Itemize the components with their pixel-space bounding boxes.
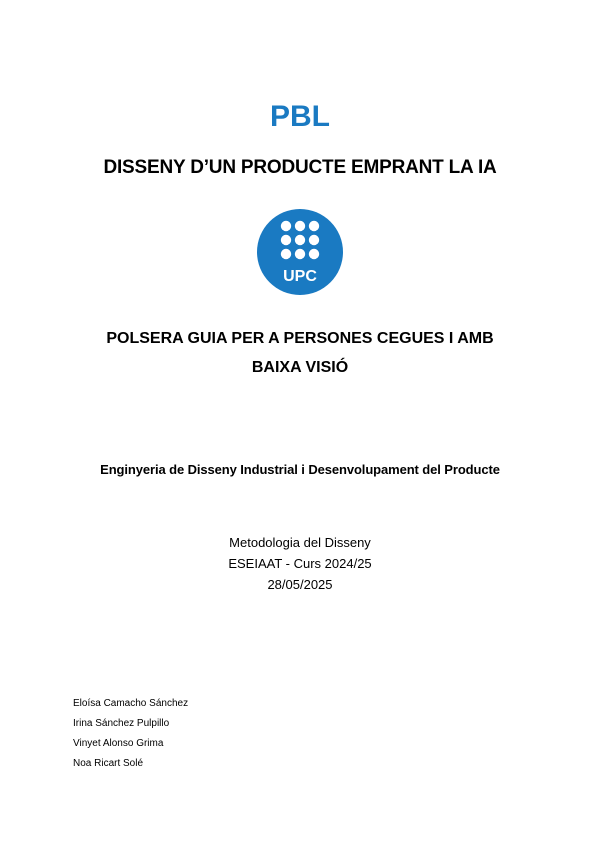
submission-date: 28/05/2025 bbox=[267, 577, 333, 592]
subject-name: Metodologia del Disseny bbox=[229, 535, 371, 550]
author-name: Eloísa Camacho Sánchez bbox=[73, 698, 189, 709]
course-title: DISSENY D’UN PRODUCTE EMPRANT LA IA bbox=[103, 157, 497, 178]
degree-name: Enginyeria de Disseny Industrial i Desenvolupament del Producte bbox=[100, 462, 500, 477]
project-title-line-1: POLSERA GUIA PER A PERSONES CEGUES I AMB bbox=[106, 330, 494, 347]
upc-logo-text: UPC bbox=[283, 268, 317, 285]
upc-logo-icon bbox=[257, 209, 343, 295]
school-year: ESEIAAT - Curs 2024/25 bbox=[228, 556, 372, 571]
acronym-title: PBL bbox=[270, 100, 330, 133]
project-title-line-2: BAIXA VISIÓ bbox=[251, 359, 349, 376]
author-name: Vinyet Alonso Grima bbox=[73, 738, 164, 749]
authors-list bbox=[73, 694, 188, 774]
project-title bbox=[0, 324, 600, 382]
course-info bbox=[0, 532, 600, 595]
author-name: Noa Ricart Solé bbox=[73, 758, 144, 769]
author-name: Irina Sánchez Pulpillo bbox=[73, 718, 170, 729]
